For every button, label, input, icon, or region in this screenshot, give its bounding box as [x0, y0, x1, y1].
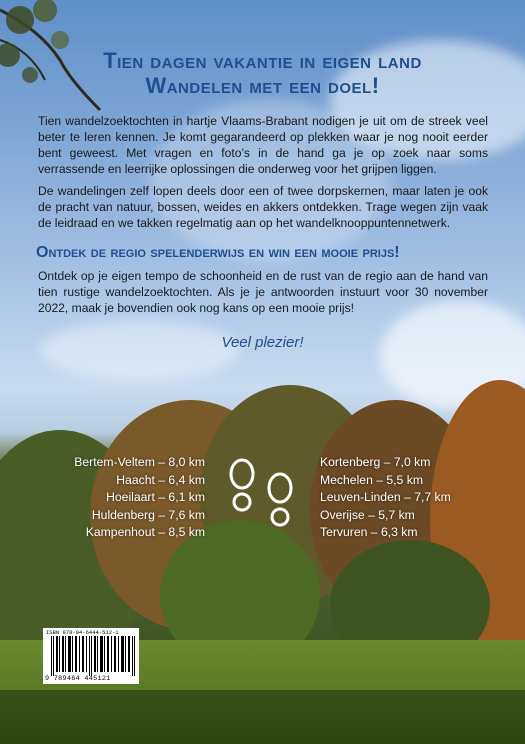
contest-paragraph: Ontdek op je eigen tempo de schoonheid en de rust van de regio aan de hand van tien rustige wandelzoektochten. Als je je antwoorden instuurt voor 30 november 2022, maak je bovendien ook nog kans op een mooie prijs! [38, 269, 488, 315]
list-item: Huldenberg – 7,6 km [91, 507, 205, 522]
footprints-icon [222, 458, 300, 530]
closing-text: Veel plezier! [221, 334, 304, 351]
list-item: Tervuren – 6,3 km [320, 525, 418, 539]
barcode-number: 9 789464 445121 [45, 675, 111, 683]
list-item: Haacht – 6,4 km [116, 472, 205, 487]
list-item: Mechelen – 5,5 km [320, 472, 423, 487]
intro-paragraph: De wandelingen zelf lopen deels door een of twee dorpskernen, maar laten je ook de pracht van natuur, bossen, weides en akkers ontdekken. Trage wegen zijn vaak de leidraad en we takken regelmatig aan op het wandelknooppuntennetwerk. [38, 184, 488, 230]
list-item: Bertem-Veltem – 8,0 km [74, 455, 205, 469]
isbn-text: ISBN 978-94-6444-512-1 [46, 629, 119, 636]
walk-list-left [40, 454, 205, 542]
list-item: Leuven-Linden – 7,7 km [320, 490, 451, 504]
list-item: Kortenberg – 7,0 km [320, 455, 431, 469]
list-item: Overijse – 5,7 km [320, 507, 415, 522]
barcode [43, 628, 139, 684]
intro-paragraph: Tien wandelzoektochten in hartje Vlaams-Brabant nodigen je uit om de streek veel beter te leren kennen. Je komt gegarandeerd op plekken waar je nog nooit eerder bent geweest. Met vragen en foto’s in de hand ga je op zoek naar soms verrassende en leerrijke oplossingen die onderweg voor het grijpen liggen. [38, 114, 488, 176]
barcode-bars [51, 636, 135, 676]
page-subtitle: Wandelen met een doel! [145, 73, 380, 98]
contest-heading: Ontdek de regio spelenderwijs en win een mooie prijs! [36, 244, 400, 261]
walk-list-right [320, 454, 490, 542]
list-item: Kampenhout – 8,5 km [85, 525, 205, 539]
foreground-shadow [0, 690, 525, 744]
list-item: Hoeilaart – 6,1 km [106, 490, 205, 504]
page-title: Tien dagen vakantie in eigen land [103, 48, 422, 73]
